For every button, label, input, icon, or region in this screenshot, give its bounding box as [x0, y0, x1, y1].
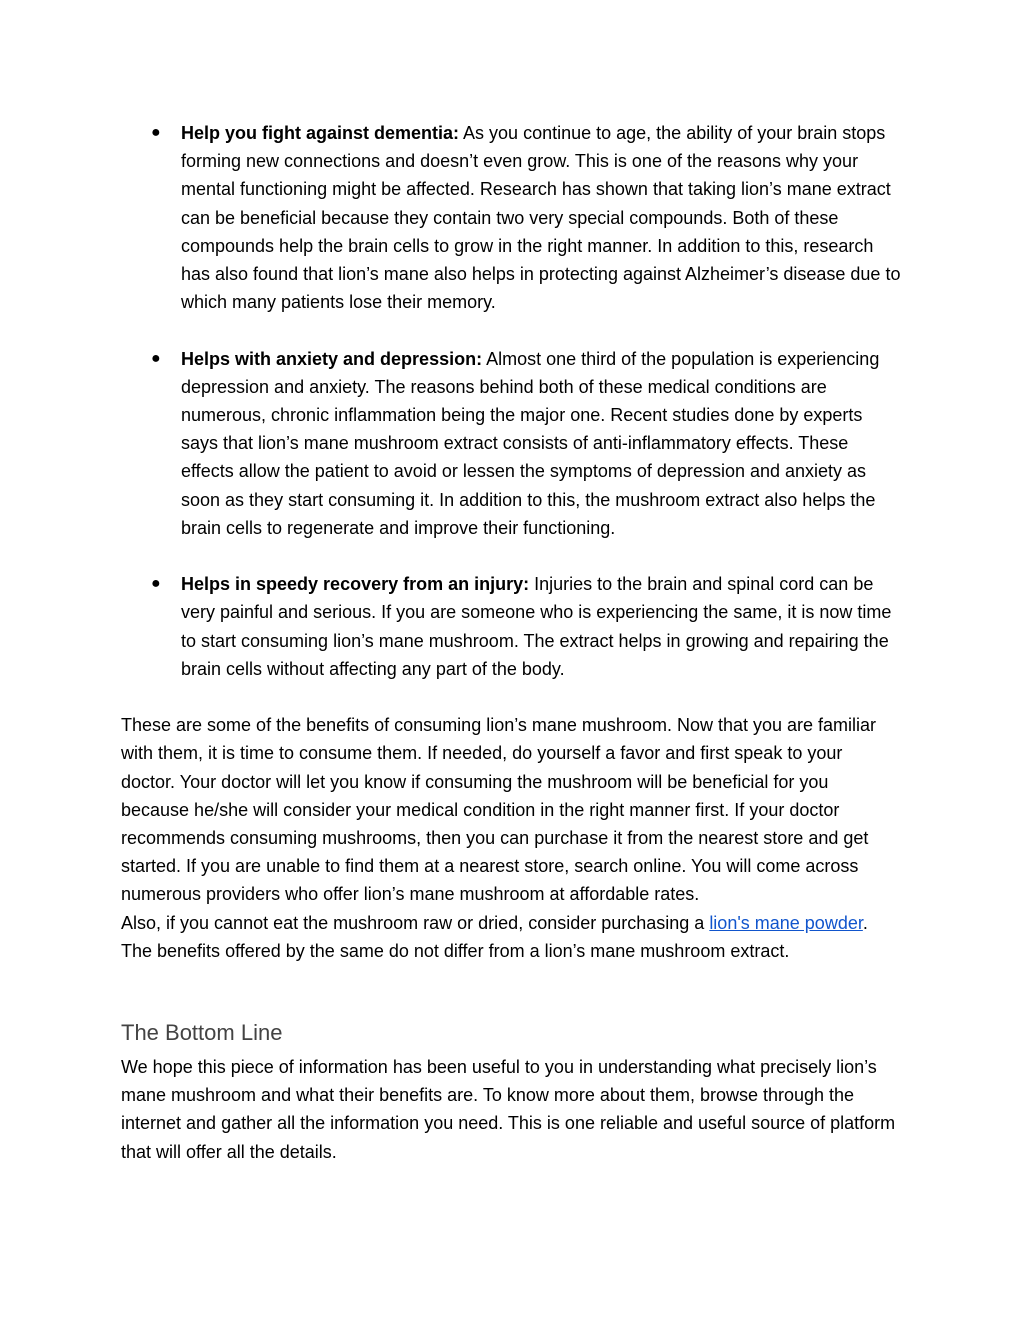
bullet-title: Help you fight against dementia:	[181, 123, 460, 143]
bullet-text: Injuries to the brain and spinal cord can be very painful and serious. If you are someone who is experiencing the same, it is now time to start consuming lion’s mane mushroom. The extract helps in growing and repairing the brain cells without affecting any part of the body.	[181, 574, 892, 679]
benefits-list	[121, 119, 901, 683]
list-item	[121, 119, 901, 316]
lions-mane-powder-link[interactable]: lion's mane powder	[709, 912, 863, 933]
bullet-icon: ●	[151, 575, 161, 593]
list-item	[121, 570, 901, 683]
powder-paragraph	[121, 909, 901, 965]
bullet-title: Helps with anxiety and depression:	[181, 348, 483, 369]
bullet-icon: ●	[151, 349, 161, 367]
bullet-text: Almost one third of the population is experiencing depression and anxiety. The reasons behind both of these medical conditions are numerous, chronic inflammation being the major one. Recent studies done by experts says that lion’s mane mushroom extract consists of anti-inflammatory effects. These effects allow the patient to avoid or lessen the symptoms of depression and anxiety as soon as they start consuming it. In addition to this, the mushroom extract also helps the brain cells to regenerate and improve their functioning.	[181, 348, 880, 538]
bottom-line-paragraph: We hope this piece of information has been useful to you in understanding what precisely lion’s mane mushroom and what their benefits are. To know more about them, browse through the internet and gather all the information you need. This is one reliable and useful source of platform that will offer all the details.	[121, 1057, 896, 1162]
bottom-line-heading: The Bottom Line	[121, 1020, 283, 1046]
bullet-title: Helps in speedy recovery from an injury:	[181, 574, 530, 595]
powder-text-after: . The benefits offered by the same do not differ from a lion’s mane mushroom extract.	[121, 912, 868, 961]
powder-text-before: Also, if you cannot eat the mushroom raw or dried, consider purchasing a	[121, 912, 710, 933]
bullet-icon: ●	[151, 124, 161, 141]
document-page	[121, 119, 901, 1166]
list-item	[121, 345, 901, 542]
bullet-text: As you continue to age, the ability of your brain stops forming new connections and doesn’t even grow. This is one of the reasons why your mental functioning might be affected. Research has shown that taking lion’s mane extract can be beneficial because they contain two very special compounds. Both of these compounds help the brain cells to grow in the right manner. In addition to this, research has also found that lion’s mane also helps in protecting against Alzheimer’s disease due to which many patients lose their memory.	[181, 123, 901, 313]
summary-paragraph: These are some of the benefits of consuming lion’s mane mushroom. Now that you are familiar with them, it is time to consume them. If needed, do yourself a favor and first speak to your doctor. Your doctor will let you know if consuming the mushroom will be beneficial for you because he/she will consider your medical condition in the right manner first. If your doctor recommends consuming mushrooms, then you can purchase it from the nearest store and get started. If you are unable to find them at a nearest store, search online. You will come across numerous providers who offer lion’s mane mushroom at affordable rates.	[121, 715, 877, 905]
